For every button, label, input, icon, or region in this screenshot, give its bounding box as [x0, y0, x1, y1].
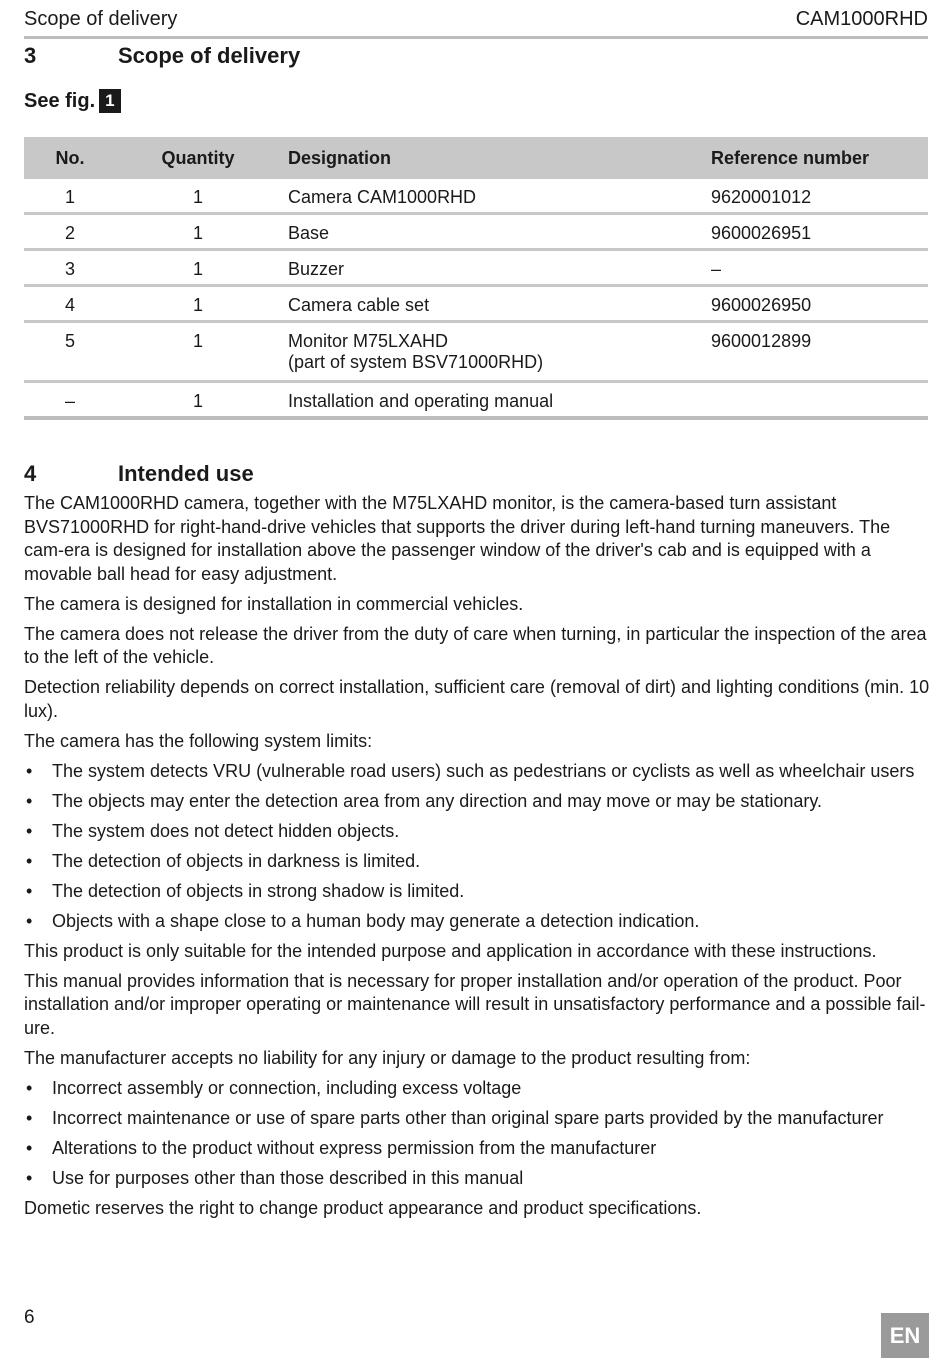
list-item-text: The detection of objects in strong shadow is limited. — [52, 880, 465, 901]
cell-qty: 1 — [116, 382, 280, 419]
cell-ref: 9600026950 — [711, 286, 928, 322]
list-item — [24, 1107, 930, 1131]
col-header-no: No. — [24, 137, 116, 179]
cell-ref: 9600012899 — [711, 322, 928, 382]
list-item — [24, 820, 930, 844]
bullet-icon: • — [26, 760, 33, 781]
list-item-text: Alterations to the product without express permission from the manufacturer — [52, 1137, 657, 1158]
paragraph: This manual provides information that is necessary for proper installation and/or operation of the product. Poor installation and/or improper operating or maintenance will result in unsatisfactory performance and a possible fail-ure. — [24, 970, 926, 1038]
bullet-icon: • — [26, 1137, 33, 1158]
cell-no: 4 — [24, 286, 116, 322]
table-row — [24, 250, 928, 286]
cell-designation: Camera cable set — [280, 286, 711, 322]
list-item — [24, 790, 930, 814]
list-item — [24, 880, 930, 904]
designation-line-2: (part of system BSV71000RHD) — [288, 352, 544, 372]
cell-qty: 1 — [116, 322, 280, 382]
bullet-icon: • — [26, 1107, 33, 1128]
paragraph: Dometic reserves the right to change product appearance and product specifications. — [24, 1197, 702, 1218]
cell-qty: 1 — [116, 214, 280, 250]
cell-no: 1 — [24, 179, 116, 214]
header-section-title: Scope of delivery — [24, 8, 178, 30]
table-row — [24, 286, 928, 322]
cell-qty: 1 — [116, 286, 280, 322]
list-item — [24, 1077, 930, 1101]
cell-qty: 1 — [116, 179, 280, 214]
cell-qty: 1 — [116, 250, 280, 286]
paragraph: The camera does not release the driver from the duty of care when turning, in particular the inspection of the area to the left of the vehicle. — [24, 623, 927, 667]
col-header-designation: Designation — [280, 137, 711, 179]
scope-table — [24, 137, 928, 420]
col-header-quantity: Quantity — [116, 137, 280, 179]
list-item-text: Use for purposes other than those described in this manual — [52, 1167, 524, 1188]
section-title: Intended use — [118, 461, 254, 486]
bullet-icon: • — [26, 1077, 33, 1098]
list-item-text: The system does not detect hidden objects. — [52, 820, 400, 841]
cell-no: 5 — [24, 322, 116, 382]
cell-no: 3 — [24, 250, 116, 286]
list-item-text: The system detects VRU (vulnerable road users) such as pedestrians or cyclists as well as wheelchair users — [52, 760, 915, 781]
list-item-text: Incorrect maintenance or use of spare parts other than original spare parts provided by the manufacturer — [52, 1107, 884, 1128]
list-item — [24, 1137, 930, 1161]
section-number: 3 — [24, 43, 37, 68]
see-figure — [24, 89, 121, 113]
table-row — [24, 179, 928, 214]
bullet-icon: • — [26, 1167, 33, 1188]
section-title: Scope of delivery — [118, 43, 301, 68]
list-item-text: The objects may enter the detection area from any direction and may move or may be stationary. — [52, 790, 823, 811]
paragraph: Detection reliability depends on correct installation, sufficient care (removal of dirt) and lighting conditions (min. 10 lux). — [24, 677, 930, 721]
list-item-text: The detection of objects in darkness is limited. — [52, 850, 421, 871]
cell-no: – — [24, 382, 116, 419]
list-item — [24, 1167, 930, 1191]
cell-designation: Buzzer — [280, 250, 711, 286]
liability-list — [24, 1077, 930, 1191]
page-number: 6 — [24, 1307, 35, 1328]
cell-ref — [711, 382, 928, 419]
table-header-row — [24, 137, 928, 179]
cell-ref: 9620001012 — [711, 179, 928, 214]
table-row — [24, 214, 928, 250]
table-row — [24, 322, 928, 382]
figure-number-badge: 1 — [99, 89, 120, 113]
list-item — [24, 910, 930, 934]
bullet-icon: • — [26, 910, 33, 931]
list-item — [24, 760, 930, 784]
paragraph: The manufacturer accepts no liability for any injury or damage to the product resulting from: — [24, 1047, 751, 1068]
cell-ref: – — [711, 250, 928, 286]
section-number: 4 — [24, 461, 37, 486]
header-model: CAM1000RHD — [795, 8, 928, 30]
intended-use-body — [24, 492, 930, 1227]
bullet-icon: • — [26, 790, 33, 811]
paragraph: The CAM1000RHD camera, together with the M75LXAHD monitor, is the camera-based turn assistant BVS71000RHD for right-hand-drive vehicles that supports the driver during left-hand turning maneuvers. The cam-era is designed for installation above the passenger window of the driver's cab and is equipped with a movable ball head for easy adjustment. — [24, 493, 891, 584]
system-limits-list — [24, 760, 930, 934]
col-header-reference: Reference number — [711, 137, 928, 179]
cell-no: 2 — [24, 214, 116, 250]
paragraph: The camera is designed for installation in commercial vehicles. — [24, 593, 524, 614]
list-item — [24, 850, 930, 874]
bullet-icon: • — [26, 880, 33, 901]
list-item-text: Incorrect assembly or connection, including excess voltage — [52, 1077, 522, 1098]
language-badge: EN — [881, 1313, 929, 1358]
page-header — [24, 6, 928, 39]
cell-designation: Installation and operating manual — [280, 382, 711, 419]
cell-designation: Base — [280, 214, 711, 250]
list-item-text: Objects with a shape close to a human body may generate a detection indication. — [52, 910, 700, 931]
cell-ref: 9600026951 — [711, 214, 928, 250]
designation-line-1: Monitor M75LXAHD — [288, 331, 449, 351]
cell-designation — [280, 322, 711, 382]
table-row — [24, 382, 928, 419]
paragraph: The camera has the following system limits: — [24, 730, 373, 751]
paragraph: This product is only suitable for the intended purpose and application in accordance with these instructions. — [24, 940, 877, 961]
bullet-icon: • — [26, 850, 33, 871]
bullet-icon: • — [26, 820, 33, 841]
see-fig-label: See fig. — [24, 90, 96, 112]
cell-designation: Camera CAM1000RHD — [280, 179, 711, 214]
